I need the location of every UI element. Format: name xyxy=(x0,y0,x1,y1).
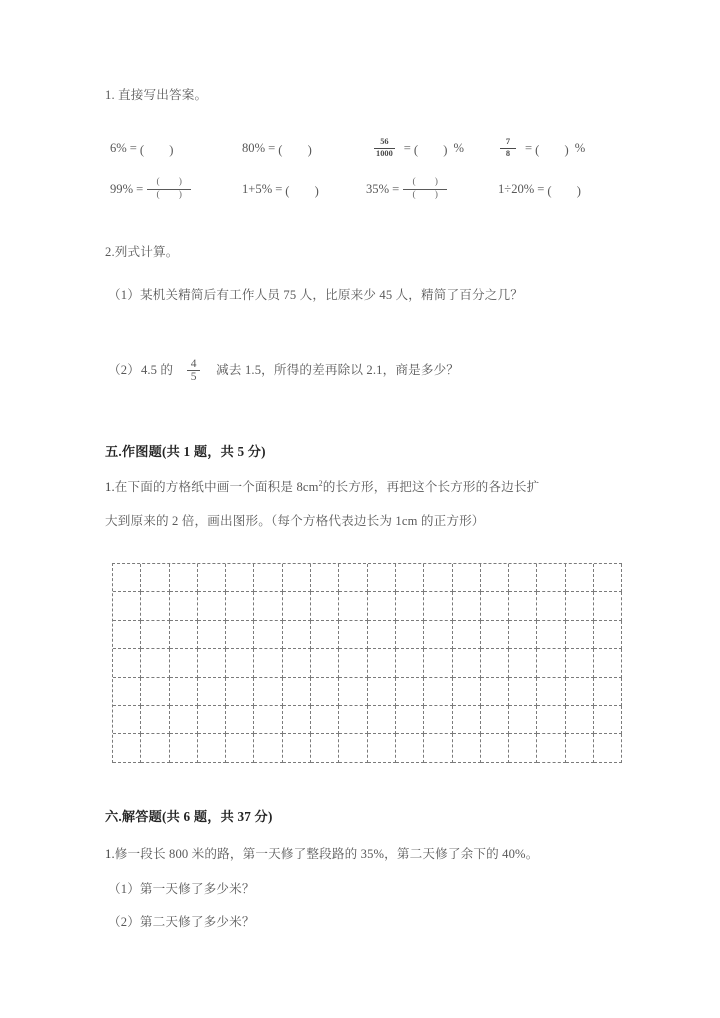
grid-cell[interactable] xyxy=(283,621,311,649)
equals-sign: = xyxy=(136,181,144,196)
grid-cell[interactable] xyxy=(226,649,254,677)
grid-cell[interactable] xyxy=(170,678,198,706)
grid-cell[interactable] xyxy=(594,678,622,706)
fraction-numerator: 7 xyxy=(505,137,511,147)
grid-row xyxy=(113,592,622,620)
grid-cell[interactable] xyxy=(283,564,311,592)
grid-cell[interactable] xyxy=(566,621,594,649)
answer-blank-denominator[interactable]: ( ) xyxy=(412,189,438,200)
grid-cell[interactable] xyxy=(339,649,367,677)
grid-cell[interactable] xyxy=(170,706,198,734)
grid-cell[interactable] xyxy=(396,678,424,706)
fraction-denominator: 1000 xyxy=(376,148,393,158)
grid-cell[interactable] xyxy=(141,592,169,620)
draw-question-text-a: 在下面的方格纸中画一个面积是 8cm xyxy=(114,480,319,494)
grid-cell[interactable] xyxy=(424,621,452,649)
grid-row xyxy=(113,706,622,734)
grid-cell[interactable] xyxy=(113,706,141,734)
answer-blank[interactable]: ( ) xyxy=(139,142,174,157)
grid-cell[interactable] xyxy=(368,592,396,620)
grid-cell[interactable] xyxy=(396,621,424,649)
grid-cell[interactable] xyxy=(537,564,565,592)
grid-cell[interactable] xyxy=(311,678,339,706)
percent-suffix: % xyxy=(453,140,464,155)
equals-sign: = xyxy=(525,140,533,155)
grid-cell[interactable] xyxy=(254,564,282,592)
equals-sign: = xyxy=(392,181,400,196)
grid-cell[interactable] xyxy=(198,649,226,677)
section-heading-drawing: 五.作图题(共 1 题，共 5 分) xyxy=(105,444,266,459)
fill-item-1-4[interactable] xyxy=(498,131,585,165)
grid-cell[interactable] xyxy=(226,678,254,706)
grid-cell[interactable] xyxy=(226,734,254,762)
grid-cell[interactable] xyxy=(311,621,339,649)
grid-cell[interactable] xyxy=(566,734,594,762)
grid-cell[interactable] xyxy=(311,592,339,620)
grid-cell[interactable] xyxy=(254,649,282,677)
grid-cell[interactable] xyxy=(453,621,481,649)
answer-blank-numerator[interactable]: ( ) xyxy=(412,177,438,187)
grid-cell[interactable] xyxy=(453,734,481,762)
equals-sign: = xyxy=(129,140,137,155)
fraction-4-5 xyxy=(187,358,200,383)
grid-cell[interactable] xyxy=(170,649,198,677)
grid-cell[interactable] xyxy=(141,649,169,677)
answer-item-1 xyxy=(105,845,538,865)
grid-cell[interactable] xyxy=(170,621,198,649)
answer-item-1-label: 1. xyxy=(105,847,115,861)
grid-cell[interactable] xyxy=(311,706,339,734)
grid-cell[interactable] xyxy=(226,564,254,592)
calc-item-1-text: 某机关精简后有工作人员 75 人，比原来少 45 人，精简了百分之几？ xyxy=(139,288,523,302)
grid-cell[interactable] xyxy=(339,592,367,620)
grid-cell[interactable] xyxy=(368,706,396,734)
grid-cell[interactable] xyxy=(481,734,509,762)
section-heading-answer: 六.解答题(共 6 题，共 37 分) xyxy=(105,809,273,824)
grid-cell[interactable] xyxy=(254,734,282,762)
calc-item-2-pre: 4.5 的 xyxy=(140,362,174,377)
equals-sign: = xyxy=(275,181,283,196)
grid-cell[interactable] xyxy=(481,649,509,677)
grid-cell[interactable] xyxy=(254,592,282,620)
grid-cell[interactable] xyxy=(368,621,396,649)
grid-cell[interactable] xyxy=(594,592,622,620)
fill-item-2-1[interactable] xyxy=(110,172,191,206)
grid-cell[interactable] xyxy=(141,564,169,592)
grid-cell[interactable] xyxy=(566,678,594,706)
grid-cell[interactable] xyxy=(283,678,311,706)
grid-cell[interactable] xyxy=(594,621,622,649)
answer-blank[interactable]: ( ) xyxy=(547,183,581,198)
grid-cell[interactable] xyxy=(198,592,226,620)
grid-cell[interactable] xyxy=(396,734,424,762)
grid-cell[interactable] xyxy=(453,564,481,592)
grid-cell[interactable] xyxy=(424,649,452,677)
grid-cell[interactable] xyxy=(396,564,424,592)
answer-item-1-sub-2: （2）第二天修了多少米？ xyxy=(108,915,255,929)
grid-cell[interactable] xyxy=(113,592,141,620)
grid-cell[interactable] xyxy=(594,564,622,592)
equals-sign: = xyxy=(403,140,411,155)
equals-sign: = xyxy=(268,140,276,155)
grid-cell[interactable] xyxy=(198,564,226,592)
grid-cell[interactable] xyxy=(396,706,424,734)
graph-paper-grid[interactable] xyxy=(112,563,622,763)
fill-item-2-2[interactable] xyxy=(242,172,319,206)
grid-cell[interactable] xyxy=(509,564,537,592)
answer-blank[interactable]: ( ) xyxy=(278,142,312,157)
grid-cell[interactable] xyxy=(254,621,282,649)
calc-item-2 xyxy=(108,358,459,383)
grid-row xyxy=(113,678,622,706)
grid-cell[interactable] xyxy=(254,706,282,734)
grid-cell[interactable] xyxy=(339,734,367,762)
answer-blank-denominator[interactable]: ( ) xyxy=(156,189,182,200)
superscript-square: 2 xyxy=(318,478,323,488)
grid-cell[interactable] xyxy=(481,678,509,706)
grid-cell[interactable] xyxy=(453,706,481,734)
grid-cell[interactable] xyxy=(283,706,311,734)
fill-in-section-title: 1. 直接写出答案。 xyxy=(105,88,208,102)
grid-row xyxy=(113,649,622,677)
grid-cell[interactable] xyxy=(424,678,452,706)
grid-cell[interactable] xyxy=(481,706,509,734)
grid-cell[interactable] xyxy=(254,678,282,706)
grid-cell[interactable] xyxy=(509,734,537,762)
calc-item-1 xyxy=(108,286,523,306)
grid-cell[interactable] xyxy=(283,649,311,677)
grid-cell[interactable] xyxy=(566,649,594,677)
grid-row xyxy=(113,734,622,762)
grid-cell[interactable] xyxy=(141,706,169,734)
answer-blank-fraction[interactable] xyxy=(147,178,191,200)
fraction-numerator: 4 xyxy=(190,358,197,370)
answer-blank[interactable]: ( ) xyxy=(413,142,448,157)
grid-cell[interactable] xyxy=(481,621,509,649)
grid-cell[interactable] xyxy=(424,592,452,620)
fill-item-2-3[interactable] xyxy=(366,172,447,206)
grid-cell[interactable] xyxy=(113,678,141,706)
grid-cell[interactable] xyxy=(113,649,141,677)
fill-item-lhs: 1÷20% xyxy=(498,181,535,196)
grid-cell[interactable] xyxy=(537,734,565,762)
fill-item-1-1[interactable] xyxy=(110,131,173,165)
answer-blank[interactable]: ( ) xyxy=(285,183,319,198)
grid-cell[interactable] xyxy=(198,678,226,706)
fill-item-lhs: 80% xyxy=(242,140,266,155)
grid-cell[interactable] xyxy=(226,706,254,734)
grid-cell[interactable] xyxy=(170,592,198,620)
draw-question-line-1 xyxy=(105,478,539,498)
fraction-denominator: 8 xyxy=(505,148,511,158)
grid-cell[interactable] xyxy=(226,592,254,620)
grid-cell[interactable] xyxy=(339,678,367,706)
calc-item-2-label: （2） xyxy=(108,362,140,377)
grid-cell[interactable] xyxy=(198,706,226,734)
calc-item-2-post: 减去 1.5，所得的差再除以 2.1，商是多少？ xyxy=(216,362,460,377)
fill-item-1-2[interactable] xyxy=(242,131,312,165)
grid-cell[interactable] xyxy=(368,649,396,677)
grid-cell[interactable] xyxy=(566,592,594,620)
fill-item-lhs: 6% xyxy=(110,140,127,155)
grid-cell[interactable] xyxy=(170,564,198,592)
fill-item-lhs: 35% xyxy=(366,181,390,196)
draw-question-number: 1. xyxy=(105,480,115,494)
grid-cell[interactable] xyxy=(311,649,339,677)
grid-cell[interactable] xyxy=(424,734,452,762)
grid-cell[interactable] xyxy=(339,706,367,734)
grid-cell[interactable] xyxy=(537,649,565,677)
grid-cell[interactable] xyxy=(368,564,396,592)
grid-cell[interactable] xyxy=(594,706,622,734)
grid-cell[interactable] xyxy=(368,678,396,706)
grid-cell[interactable] xyxy=(594,649,622,677)
grid-cell[interactable] xyxy=(311,734,339,762)
grid-cell[interactable] xyxy=(566,564,594,592)
fill-in-row-2 xyxy=(0,172,720,206)
grid-cell[interactable] xyxy=(226,621,254,649)
fill-item-1-3[interactable] xyxy=(372,131,464,165)
grid-cell[interactable] xyxy=(509,621,537,649)
grid-cell[interactable] xyxy=(537,621,565,649)
grid-cell[interactable] xyxy=(424,564,452,592)
fraction-56-1000 xyxy=(374,138,395,158)
grid-cell[interactable] xyxy=(566,706,594,734)
draw-question-text-b: 的长方形，再把这个长方形的各边长扩 xyxy=(322,480,540,494)
answer-blank-fraction[interactable] xyxy=(403,178,447,200)
grid-cell[interactable] xyxy=(509,678,537,706)
grid-cell[interactable] xyxy=(198,734,226,762)
fill-item-2-4[interactable] xyxy=(498,172,581,206)
grid-cell[interactable] xyxy=(537,678,565,706)
percent-suffix: % xyxy=(574,140,586,155)
grid-cell[interactable] xyxy=(141,734,169,762)
grid-cell[interactable] xyxy=(170,734,198,762)
fill-in-row-1 xyxy=(0,131,720,165)
equals-sign: = xyxy=(537,181,545,196)
grid-cell[interactable] xyxy=(368,734,396,762)
grid-cell[interactable] xyxy=(396,649,424,677)
grid-cell[interactable] xyxy=(113,734,141,762)
grid-cell[interactable] xyxy=(509,706,537,734)
grid-cell[interactable] xyxy=(283,592,311,620)
grid-cell[interactable] xyxy=(509,592,537,620)
fraction-7-8 xyxy=(500,138,516,158)
draw-question-line-2: 大到原来的 2 倍，画出图形。（每个方格代表边长为 1cm 的正方形） xyxy=(105,514,485,528)
grid-cell[interactable] xyxy=(453,678,481,706)
grid-cell[interactable] xyxy=(198,621,226,649)
grid-cell[interactable] xyxy=(481,564,509,592)
grid-cell[interactable] xyxy=(339,564,367,592)
grid-cell[interactable] xyxy=(113,621,141,649)
grid-row xyxy=(113,621,622,649)
grid-cell[interactable] xyxy=(453,649,481,677)
fill-item-lhs: 1+5% xyxy=(242,181,273,196)
grid-cell[interactable] xyxy=(537,592,565,620)
answer-item-1-sub-1: （1）第一天修了多少米？ xyxy=(108,882,255,896)
answer-blank-numerator[interactable]: ( ) xyxy=(156,177,182,187)
grid-cell[interactable] xyxy=(594,734,622,762)
grid-cell[interactable] xyxy=(453,592,481,620)
grid-cell[interactable] xyxy=(311,564,339,592)
grid-cell[interactable] xyxy=(141,621,169,649)
grid-row xyxy=(113,564,622,592)
grid-cell[interactable] xyxy=(509,649,537,677)
grid-cell[interactable] xyxy=(481,592,509,620)
grid-cell[interactable] xyxy=(141,678,169,706)
grid-cell[interactable] xyxy=(537,706,565,734)
fill-item-lhs: 99% xyxy=(110,181,134,196)
grid-cell[interactable] xyxy=(396,592,424,620)
calc-section-title: 2.列式计算。 xyxy=(105,245,179,259)
grid-cell[interactable] xyxy=(424,706,452,734)
fraction-numerator: 56 xyxy=(380,137,389,147)
grid-cell[interactable] xyxy=(283,734,311,762)
grid-cell[interactable] xyxy=(339,621,367,649)
calc-item-1-label: （1） xyxy=(108,288,140,302)
answer-item-1-text: 修一段长 800 米的路，第一天修了整段路的 35%，第二天修了余下的 40%。 xyxy=(114,847,539,861)
fraction-denominator: 5 xyxy=(190,371,197,384)
grid-cell[interactable] xyxy=(113,564,141,592)
answer-blank[interactable]: ( ) xyxy=(535,142,569,157)
